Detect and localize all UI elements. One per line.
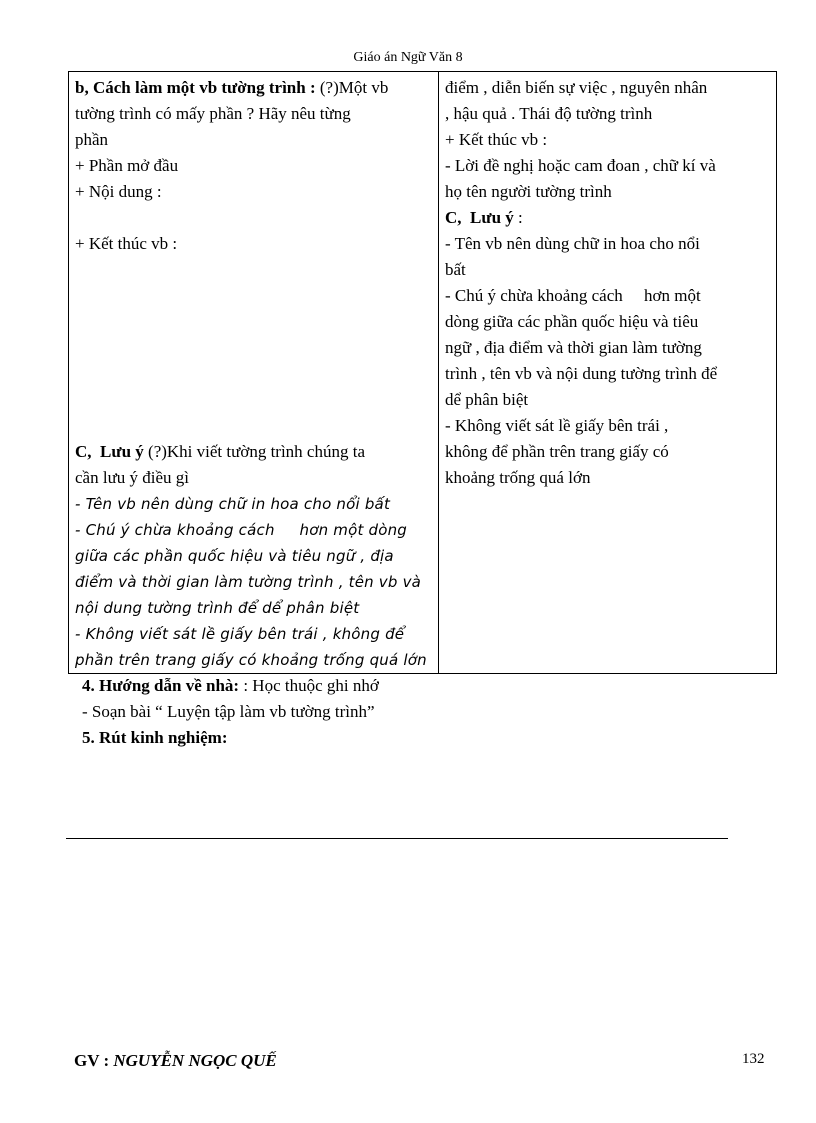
item-mo-dau: + Phần mở đầu: [75, 156, 179, 175]
right-column: [439, 72, 777, 674]
right-c-luu-y: Lưu ý: [470, 208, 514, 227]
section-b-line-1: [75, 75, 433, 101]
note-1: - Tên vb nên dùng chữ in hoa cho nổi bất: [75, 495, 391, 513]
experience-label: 5. Rút kinh nghiệm:: [82, 728, 228, 747]
section-b-question-1: (?)Một vb: [319, 78, 389, 97]
item-noi-dung: + Nội dung :: [75, 182, 162, 201]
right-line-3: + Kết thúc vb :: [445, 130, 548, 149]
right-note-2e: dể phân biệt: [445, 390, 529, 409]
gv-label: GV :: [74, 1051, 110, 1070]
section-b-question-3: phần: [75, 130, 109, 149]
homework-text: : Học thuộc ghi nhớ: [243, 676, 379, 695]
note-3b: phần trên trang giấy có khoảng trống quá lớn: [75, 651, 427, 669]
section-c-question-1: (?)Khi viết tường trình chúng ta: [148, 442, 365, 461]
left-column: [69, 72, 439, 674]
right-line-2: , hậu quả . Thái độ tường trình: [445, 104, 653, 123]
divider-line: [66, 838, 728, 839]
teacher-name: NGUYỄN NGỌC QUẾ: [113, 1051, 277, 1070]
note-2c: điểm và thời gian làm tường trình , tên vb và: [75, 573, 422, 591]
right-c-heading: [445, 205, 771, 231]
right-note-1b: bất: [445, 260, 466, 279]
page-number: 132: [742, 1051, 765, 1067]
right-note-2a: - Chú ý chừa khoảng cách hơn một: [445, 286, 701, 305]
right-note-3b: không để phần trên trang giấy có: [445, 442, 669, 461]
section-c-label: C,: [75, 442, 92, 461]
homework-line-1: [82, 673, 379, 699]
section-c-question-2: cần lưu ý điều gì: [75, 468, 190, 487]
lesson-table: [68, 71, 777, 674]
right-line-4: - Lời đề nghị hoặc cam đoan , chữ kí và: [445, 156, 716, 175]
right-line-1: điểm , diễn biến sự việc , nguyên nhân: [445, 78, 708, 97]
right-c-colon: :: [518, 208, 523, 227]
note-2d: nội dung tường trình để dể phân biệt: [75, 599, 360, 617]
section-b-heading: b, Cách làm một vb tường trình :: [75, 78, 316, 97]
right-note-2c: ngữ , địa điểm và thời gian làm tường: [445, 338, 702, 357]
section-c-heading: Lưu ý: [100, 442, 144, 461]
right-note-2b: dòng giữa các phần quốc hiệu và tiêu: [445, 312, 699, 331]
homework-line-2: - Soạn bài “ Luyện tập làm vb tường trình”: [82, 702, 375, 721]
footer-teacher: [74, 1051, 277, 1071]
homework-label: 4. Hướng dẫn về nhà:: [82, 676, 240, 695]
right-note-3a: - Không viết sát lề giấy bên trái ,: [445, 416, 669, 435]
note-2b: giữa các phần quốc hiệu và tiêu ngữ , địa: [75, 547, 394, 565]
section-b-question-2: tường trình có mấy phần ? Hãy nêu từng: [75, 104, 351, 123]
right-c-label: C,: [445, 208, 462, 227]
note-3a: - Không viết sát lề giấy bên trái , không để: [75, 625, 405, 643]
right-note-3c: khoảng trống quá lớn: [445, 468, 591, 487]
note-2a: - Chú ý chừa khoảng cách hơn một dòng: [75, 521, 408, 539]
section-c-line-1: [75, 439, 433, 465]
right-line-5: họ tên người tường trình: [445, 182, 612, 201]
right-note-2d: trình , tên vb và nội dung tường trình để: [445, 364, 718, 383]
right-note-1a: - Tên vb nên dùng chữ in hoa cho nổi: [445, 234, 700, 253]
page-header: Giáo án Ngữ Văn 8: [353, 50, 463, 65]
item-ket-thuc: + Kết thúc vb :: [75, 234, 178, 253]
